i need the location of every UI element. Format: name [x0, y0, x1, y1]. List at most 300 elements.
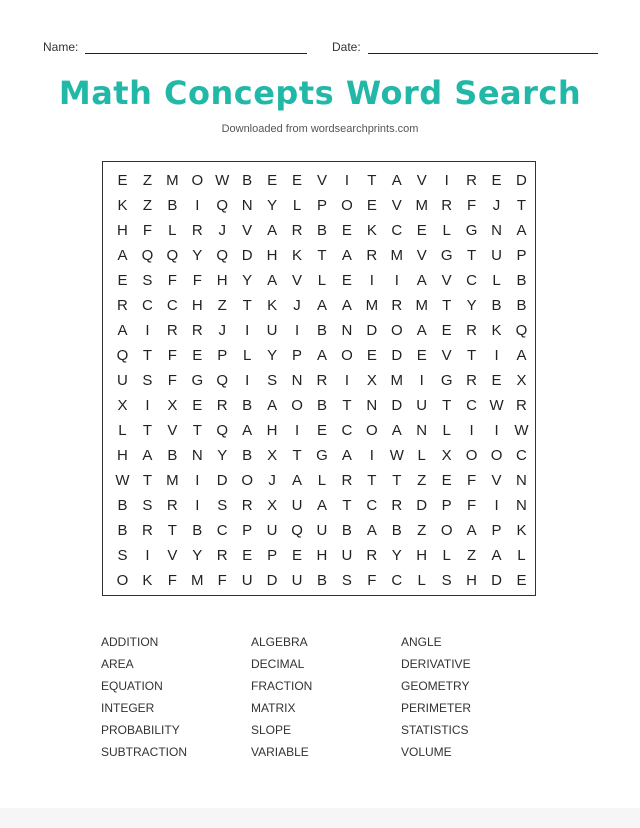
grid-letter[interactable]: V — [292, 272, 303, 289]
grid-letter[interactable]: A — [366, 522, 377, 539]
word-list-item: VARIABLE — [251, 745, 309, 759]
grid-letter[interactable]: B — [316, 322, 327, 339]
grid-letter[interactable]: B — [117, 497, 128, 514]
grid-letter[interactable]: S — [142, 372, 153, 389]
grid-letter[interactable]: J — [268, 472, 276, 489]
grid-letter[interactable]: F — [217, 572, 227, 589]
grid-letter[interactable]: P — [242, 522, 253, 539]
grid-letter[interactable]: F — [467, 472, 477, 489]
grid-letter[interactable]: P — [267, 547, 278, 564]
grid-letter[interactable]: P — [516, 247, 527, 264]
grid-letter[interactable]: B — [516, 297, 527, 314]
grid-letter[interactable]: I — [145, 397, 150, 414]
grid-letter[interactable]: M — [365, 297, 379, 314]
grid-letter[interactable]: I — [469, 422, 474, 439]
grid-letter[interactable]: R — [366, 247, 378, 264]
grid-letter[interactable]: W — [489, 397, 504, 414]
grid-letter[interactable]: A — [316, 497, 327, 514]
grid-letter[interactable]: L — [118, 422, 127, 439]
grid-letter[interactable]: E — [441, 322, 452, 339]
grid-letter[interactable]: D — [266, 572, 278, 589]
grid-letter[interactable]: Q — [216, 372, 229, 389]
grid-letter[interactable]: H — [316, 547, 328, 564]
grid-letter[interactable]: T — [516, 197, 527, 214]
grid-letter[interactable]: Q — [515, 322, 528, 339]
grid-letter[interactable]: U — [241, 572, 253, 589]
grid-letter[interactable]: B — [516, 272, 527, 289]
grid-letter[interactable]: I — [344, 172, 349, 189]
grid-letter[interactable]: O — [116, 572, 129, 589]
grid-letter[interactable]: L — [492, 272, 501, 289]
grid-letter[interactable]: A — [341, 247, 352, 264]
grid-letter[interactable]: O — [191, 172, 204, 189]
grid-letter[interactable]: T — [367, 472, 377, 489]
grid-letter[interactable]: C — [516, 447, 527, 464]
grid-letter[interactable]: L — [317, 272, 327, 289]
grid-letter[interactable]: R — [466, 172, 478, 189]
grid-letter[interactable]: A — [117, 322, 128, 339]
grid-letter[interactable]: R — [366, 547, 378, 564]
grid-letter[interactable]: B — [391, 522, 402, 539]
grid-letter[interactable]: W — [514, 422, 529, 439]
word-list-item: AREA — [101, 657, 134, 671]
grid-letter[interactable]: V — [441, 347, 452, 364]
grid-letter[interactable]: D — [216, 472, 228, 489]
grid-letter[interactable]: S — [267, 372, 278, 389]
grid-letter[interactable]: S — [341, 572, 352, 589]
grid-letter[interactable]: A — [242, 422, 253, 439]
grid-letter[interactable]: N — [241, 197, 253, 214]
grid-letter[interactable]: Q — [116, 347, 129, 364]
grid-letter[interactable]: P — [292, 347, 303, 364]
name-field[interactable] — [43, 40, 307, 54]
grid-letter[interactable]: Y — [466, 297, 477, 314]
grid-letter[interactable]: X — [267, 497, 278, 514]
grid-letter[interactable]: U — [491, 247, 502, 264]
grid-letter[interactable]: E — [491, 172, 502, 189]
grid-letter[interactable]: R — [391, 297, 403, 314]
grid-letter[interactable]: L — [417, 572, 426, 589]
grid-letter[interactable]: I — [245, 322, 250, 339]
grid-letter[interactable]: A — [316, 297, 327, 314]
grid-letter[interactable]: I — [394, 272, 399, 289]
grid-letter[interactable]: A — [516, 222, 527, 239]
grid-letter[interactable]: A — [316, 347, 327, 364]
grid-letter[interactable]: H — [117, 447, 128, 464]
grid-letter[interactable]: K — [491, 322, 502, 339]
grid-letter[interactable]: E — [316, 422, 327, 439]
grid-row — [110, 218, 534, 243]
grid-letter[interactable]: N — [491, 222, 502, 239]
grid-letter[interactable]: B — [491, 297, 502, 314]
grid-letter[interactable]: O — [341, 197, 353, 214]
grid-letter[interactable]: O — [440, 522, 453, 539]
grid-letter[interactable]: H — [117, 222, 128, 239]
grid-letter[interactable]: L — [442, 422, 451, 439]
grid-letter[interactable]: U — [416, 397, 428, 414]
grid-letter[interactable]: V — [316, 172, 327, 189]
grid-letter[interactable]: A — [416, 272, 427, 289]
grid-letter[interactable]: A — [416, 322, 427, 339]
grid-letter[interactable]: V — [242, 222, 253, 239]
grid-letter[interactable]: T — [442, 397, 452, 414]
grid-letter[interactable]: Y — [192, 247, 203, 264]
grid-letter[interactable]: E — [242, 547, 253, 564]
grid-letter[interactable]: N — [516, 472, 527, 489]
grid-letter[interactable]: F — [167, 372, 177, 389]
grid-letter[interactable]: L — [317, 472, 327, 489]
grid-letter[interactable]: R — [516, 397, 527, 414]
grid-letter[interactable]: P — [491, 522, 502, 539]
grid-letter[interactable]: T — [142, 422, 152, 439]
grid-letter[interactable]: R — [241, 497, 253, 514]
grid-letter[interactable]: A — [491, 547, 502, 564]
grid-letter[interactable]: R — [466, 322, 478, 339]
grid-letter[interactable]: L — [242, 347, 252, 364]
grid-letter[interactable]: X — [267, 447, 278, 464]
grid-letter[interactable]: T — [467, 247, 477, 264]
grid-letter[interactable]: Y — [267, 347, 278, 364]
grid-letter[interactable]: B — [242, 447, 253, 464]
grid-letter[interactable]: D — [366, 322, 378, 339]
grid-letter[interactable]: S — [217, 497, 228, 514]
grid-letter[interactable]: E — [117, 272, 128, 289]
grid-letter[interactable]: R — [466, 372, 478, 389]
grid-letter[interactable]: B — [167, 197, 178, 214]
grid-letter[interactable]: Y — [242, 272, 253, 289]
grid-letter[interactable]: T — [342, 397, 352, 414]
grid-letter[interactable]: D — [516, 172, 527, 189]
grid-letter[interactable]: T — [367, 172, 377, 189]
grid-letter[interactable]: Z — [467, 547, 477, 564]
grid-letter[interactable]: E — [341, 272, 352, 289]
grid-letter[interactable]: L — [442, 222, 451, 239]
grid-letter[interactable]: S — [142, 497, 153, 514]
grid-letter[interactable]: F — [467, 497, 477, 514]
grid-letter[interactable]: M — [166, 472, 179, 489]
grid-letter[interactable]: N — [191, 447, 203, 464]
grid-letter[interactable]: Y — [192, 547, 203, 564]
grid-letter[interactable]: L — [168, 222, 177, 239]
grid-letter[interactable]: U — [291, 572, 303, 589]
grid-letter[interactable]: D — [491, 572, 502, 589]
grid-letter[interactable]: Z — [142, 172, 152, 189]
grid-letter[interactable]: Z — [417, 522, 427, 539]
grid-letter[interactable]: Q — [141, 247, 154, 264]
grid-letter[interactable]: H — [466, 572, 478, 589]
grid-letter[interactable]: H — [416, 547, 428, 564]
grid-letter[interactable]: H — [216, 272, 228, 289]
grid-letter[interactable]: O — [291, 397, 303, 414]
grid-letter[interactable]: Z — [142, 197, 152, 214]
grid-letter[interactable]: O — [490, 447, 503, 464]
grid-letter[interactable]: I — [344, 372, 349, 389]
grid-letter[interactable]: A — [117, 247, 128, 264]
grid-letter[interactable]: Y — [267, 197, 278, 214]
grid-letter[interactable]: X — [366, 372, 377, 389]
grid-letter[interactable]: B — [316, 572, 327, 589]
grid-letter[interactable]: X — [117, 397, 128, 414]
grid-letter[interactable]: F — [167, 347, 177, 364]
grid-letter[interactable]: A — [466, 522, 477, 539]
grid-letter[interactable]: I — [245, 372, 250, 389]
grid-letter[interactable]: L — [292, 197, 302, 214]
grid-letter[interactable]: M — [415, 197, 428, 214]
grid-letter[interactable]: A — [142, 447, 153, 464]
grid-letter[interactable]: E — [192, 397, 203, 414]
grid-letter[interactable]: C — [466, 397, 478, 414]
grid-letter[interactable]: C — [141, 297, 153, 314]
name-line[interactable] — [85, 41, 307, 54]
grid-letter[interactable]: N — [516, 497, 527, 514]
grid-letter[interactable]: F — [167, 272, 177, 289]
grid-letter[interactable]: V — [416, 247, 427, 264]
grid-letter[interactable]: I — [145, 322, 150, 339]
grid-letter[interactable]: Q — [216, 422, 229, 439]
grid-letter[interactable]: A — [267, 397, 278, 414]
grid-letter[interactable]: G — [316, 447, 328, 464]
grid-letter[interactable]: V — [416, 172, 427, 189]
grid-letter[interactable]: U — [316, 522, 328, 539]
grid-letter[interactable]: D — [391, 347, 403, 364]
grid-letter[interactable]: F — [167, 572, 177, 589]
grid-letter[interactable]: P — [217, 347, 228, 364]
grid-letter[interactable]: H — [266, 247, 278, 264]
grid-letter[interactable]: V — [391, 197, 402, 214]
grid-letter[interactable]: T — [342, 497, 352, 514]
grid-letter[interactable]: I — [145, 547, 150, 564]
grid-letter[interactable]: G — [465, 222, 478, 239]
grid-letter[interactable]: I — [294, 322, 300, 339]
grid-letter[interactable]: Q — [166, 247, 179, 264]
grid-letter[interactable]: L — [442, 547, 451, 564]
grid-letter[interactable]: I — [369, 447, 374, 464]
grid-letter[interactable]: R — [341, 472, 353, 489]
grid-letter[interactable]: T — [392, 472, 402, 489]
grid-letter[interactable]: D — [391, 397, 403, 414]
grid-letter[interactable]: I — [195, 472, 200, 489]
grid-letter[interactable]: E — [441, 472, 452, 489]
grid-letter[interactable]: B — [192, 522, 203, 539]
grid-letter[interactable]: O — [390, 322, 403, 339]
grid-letter[interactable]: J — [218, 322, 226, 339]
grid-letter[interactable]: X — [441, 447, 452, 464]
grid-letter[interactable]: W — [115, 472, 130, 489]
grid-letter[interactable]: K — [117, 197, 128, 214]
grid-letter[interactable]: L — [417, 447, 426, 464]
grid-letter[interactable]: V — [491, 472, 502, 489]
grid-letter[interactable]: M — [390, 372, 404, 389]
grid-letter[interactable]: N — [416, 422, 428, 439]
grid-letter[interactable]: A — [516, 347, 527, 364]
grid-letter[interactable]: I — [494, 497, 499, 514]
grid-letter[interactable]: O — [366, 422, 378, 439]
grid-letter[interactable]: A — [267, 272, 278, 289]
grid-letter[interactable]: S — [441, 572, 452, 589]
grid-letter[interactable]: E — [292, 172, 303, 189]
grid-letter[interactable]: C — [366, 497, 378, 514]
grid-letter[interactable]: J — [293, 297, 301, 314]
grid-letter[interactable]: B — [341, 522, 352, 539]
grid-letter[interactable]: P — [316, 197, 327, 214]
grid-letter[interactable]: E — [366, 347, 377, 364]
grid-letter[interactable]: L — [517, 547, 526, 564]
grid-letter[interactable]: O — [465, 447, 478, 464]
grid-letter[interactable]: U — [341, 547, 353, 564]
grid-letter[interactable]: N — [366, 397, 378, 414]
grid-letter[interactable]: I — [494, 422, 499, 439]
grid-letter[interactable]: K — [267, 297, 278, 314]
grid-letter[interactable]: E — [516, 572, 527, 589]
grid-letter[interactable]: Q — [291, 522, 303, 539]
grid-letter[interactable]: K — [366, 222, 377, 239]
grid-letter[interactable]: V — [167, 547, 178, 564]
grid-letter[interactable]: I — [195, 197, 200, 214]
grid-letter[interactable]: E — [491, 372, 502, 389]
grid-letter[interactable]: T — [142, 472, 152, 489]
grid-letter[interactable]: G — [440, 247, 453, 264]
grid-letter[interactable]: A — [267, 222, 278, 239]
grid-letter[interactable]: G — [440, 372, 453, 389]
grid-letter[interactable]: T — [167, 522, 177, 539]
grid-letter[interactable]: C — [341, 422, 353, 439]
grid-letter[interactable]: E — [341, 222, 352, 239]
word-list-item: ALGEBRA — [251, 635, 308, 649]
date-field[interactable] — [332, 40, 598, 54]
grid-letter[interactable]: T — [142, 347, 152, 364]
grid-letter[interactable]: A — [341, 297, 352, 314]
grid-letter[interactable]: Z — [417, 472, 427, 489]
grid-letter[interactable]: D — [241, 247, 253, 264]
date-line[interactable] — [368, 41, 598, 54]
grid-letter[interactable]: X — [516, 372, 527, 389]
grid-letter[interactable]: S — [117, 547, 128, 564]
grid-letter[interactable]: U — [117, 372, 128, 389]
grid-letter[interactable]: R — [291, 222, 303, 239]
grid-letter[interactable]: R — [191, 222, 203, 239]
grid-letter[interactable]: O — [241, 472, 253, 489]
grid-letter[interactable]: H — [191, 297, 203, 314]
grid-letter[interactable]: I — [369, 272, 374, 289]
grid-letter[interactable]: C — [466, 272, 478, 289]
grid-letter[interactable]: R — [216, 397, 228, 414]
grid-letter[interactable]: R — [191, 322, 203, 339]
grid-letter[interactable]: A — [391, 422, 402, 439]
grid-letter[interactable]: R — [117, 297, 128, 314]
grid-letter[interactable]: R — [166, 497, 178, 514]
grid-letter[interactable]: V — [167, 422, 178, 439]
grid-letter[interactable]: S — [142, 272, 153, 289]
grid-letter[interactable]: J — [492, 197, 501, 214]
grid-letter[interactable]: I — [494, 347, 499, 364]
grid-letter[interactable]: W — [215, 172, 230, 189]
grid-letter[interactable]: C — [216, 522, 228, 539]
grid-letter[interactable]: K — [292, 247, 303, 264]
grid-letter[interactable]: H — [266, 422, 278, 439]
grid-letter[interactable]: U — [291, 497, 303, 514]
grid-letter[interactable]: A — [292, 472, 303, 489]
grid-letter[interactable]: N — [291, 372, 303, 389]
grid-letter[interactable]: B — [167, 447, 178, 464]
grid-letter[interactable]: A — [391, 172, 402, 189]
grid-letter[interactable]: F — [467, 197, 477, 214]
grid-letter[interactable]: R — [166, 322, 178, 339]
grid-letter[interactable]: C — [391, 222, 403, 239]
grid-letter[interactable]: X — [167, 397, 178, 414]
grid-letter[interactable]: T — [317, 247, 327, 264]
grid-letter[interactable]: E — [416, 347, 427, 364]
grid-letter[interactable]: C — [391, 572, 403, 589]
grid-letter[interactable]: I — [195, 497, 200, 514]
grid-letter[interactable]: E — [192, 347, 203, 364]
grid-letter[interactable]: F — [192, 272, 202, 289]
grid-letter[interactable]: R — [216, 547, 228, 564]
grid-letter[interactable]: K — [142, 572, 153, 589]
grid-letter[interactable]: E — [416, 222, 427, 239]
grid-letter[interactable]: E — [117, 172, 128, 189]
grid-letter[interactable]: B — [316, 397, 327, 414]
grid-row — [110, 468, 534, 493]
grid-letter[interactable]: I — [294, 422, 300, 439]
grid-letter[interactable]: K — [516, 522, 527, 539]
grid-letter[interactable]: T — [192, 422, 202, 439]
grid-letter[interactable]: B — [117, 522, 128, 539]
grid-letter[interactable]: B — [242, 172, 253, 189]
grid-letter[interactable]: U — [266, 322, 278, 339]
grid-letter[interactable]: T — [242, 297, 252, 314]
grid-letter[interactable]: R — [316, 372, 328, 389]
grid-letter[interactable]: I — [419, 372, 424, 389]
grid-letter[interactable]: J — [218, 222, 226, 239]
grid-letter[interactable]: E — [292, 547, 303, 564]
grid-letter[interactable]: T — [467, 347, 477, 364]
grid-letter[interactable]: G — [191, 372, 204, 389]
grid-letter[interactable]: V — [441, 272, 452, 289]
grid-letter[interactable]: Q — [216, 197, 229, 214]
grid-letter[interactable]: B — [242, 397, 253, 414]
grid-letter[interactable]: E — [267, 172, 278, 189]
grid-letter[interactable]: A — [341, 447, 352, 464]
grid-letter[interactable]: T — [442, 297, 452, 314]
grid-letter[interactable]: R — [391, 497, 403, 514]
grid-letter[interactable]: M — [191, 572, 204, 589]
grid-letter[interactable]: M — [415, 297, 428, 314]
grid-letter[interactable]: B — [316, 222, 327, 239]
grid-letter[interactable]: F — [367, 572, 377, 589]
grid-letter[interactable]: N — [341, 322, 353, 339]
grid-letter[interactable]: T — [292, 447, 302, 464]
grid-letter[interactable]: C — [166, 297, 178, 314]
grid-letter[interactable]: U — [266, 522, 278, 539]
grid-row — [110, 418, 534, 443]
grid-letter[interactable]: O — [341, 347, 353, 364]
grid-letter[interactable]: R — [141, 522, 153, 539]
word-list-item: DERIVATIVE — [401, 657, 471, 671]
grid-letter[interactable]: R — [441, 197, 453, 214]
grid-letter[interactable]: E — [366, 197, 377, 214]
grid-letter[interactable]: Q — [216, 247, 229, 264]
grid-letter[interactable]: P — [441, 497, 452, 514]
grid-letter[interactable]: W — [389, 447, 404, 464]
grid-letter[interactable]: Y — [217, 447, 228, 464]
grid-letter[interactable]: M — [390, 247, 404, 264]
grid-letter[interactable]: M — [166, 172, 179, 189]
grid-letter[interactable]: Y — [391, 547, 402, 564]
grid-letter[interactable]: I — [444, 172, 449, 189]
grid-letter[interactable]: D — [416, 497, 428, 514]
grid-letter[interactable]: Z — [217, 297, 227, 314]
grid-letter[interactable]: F — [142, 222, 152, 239]
